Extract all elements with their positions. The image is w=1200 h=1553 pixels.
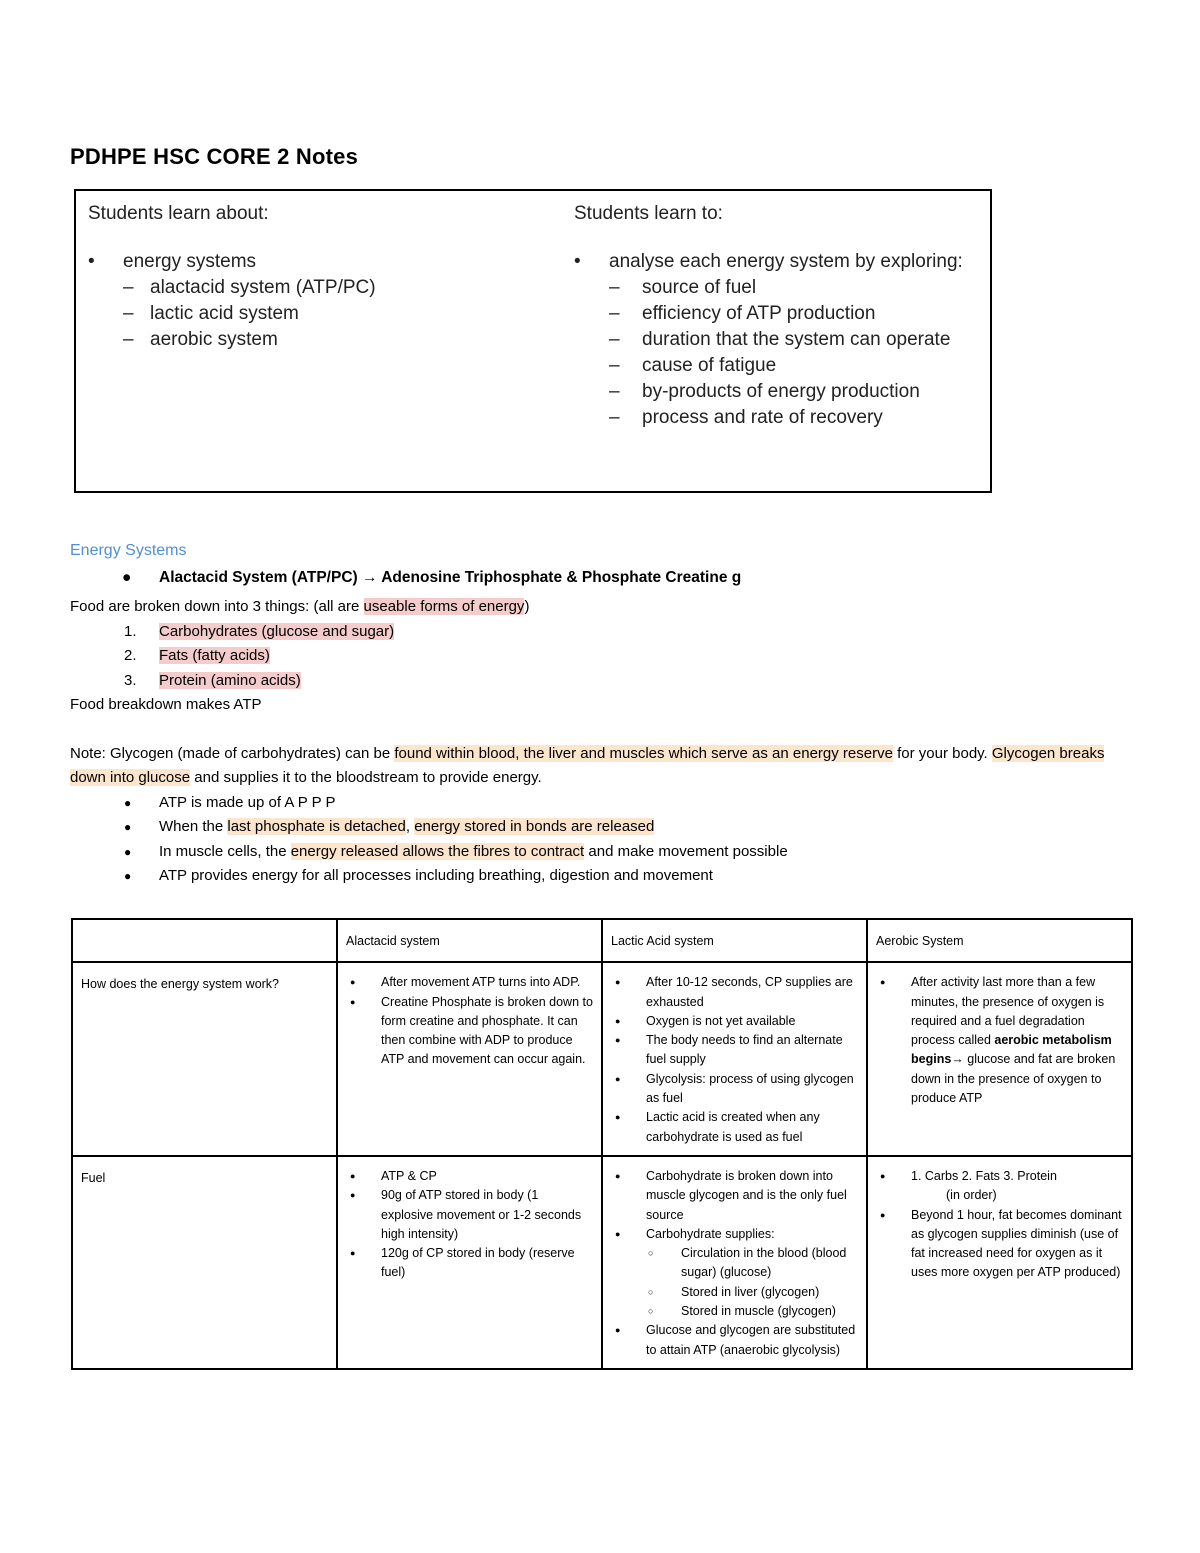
row-label: Fuel (72, 1156, 337, 1369)
list-item: ● Beyond 1 hour, fat becomes dominant as glycogen supplies diminish (use of fat increased need for oxygen as it uses more oxygen per ATP produced) (876, 1206, 1123, 1283)
learn-about-main: • energy systems (88, 249, 538, 275)
food-item-text: Fats (fatty acids) (159, 647, 270, 664)
spacer (70, 718, 1130, 742)
list-item: ● The body needs to find an alternate fuel supply (611, 1031, 858, 1070)
bullet-icon: ● (124, 844, 132, 859)
list-item: ● 90g of ATP stored in body (1 explosive movement or 1-2 seconds high intensity) (346, 1186, 593, 1244)
learn-to-item: – efficiency of ATP production (574, 301, 984, 327)
bullet-icon: ● (122, 569, 132, 586)
row-label: How does the energy system work? (72, 962, 337, 1156)
table-header: Alactacid system (337, 919, 602, 962)
food-item (70, 669, 1130, 694)
note-text: for your body. (892, 744, 992, 762)
list-item-text: After activity last more than a few minutes, the presence of oxygen is required and a fuel degradation process called (911, 975, 1105, 1048)
atp-bullet (70, 815, 1130, 840)
bullet-icon: ● (124, 820, 132, 834)
section-heading-energy-systems: Energy Systems (70, 542, 187, 559)
atp-bullet-highlight: last phosphate is detached (227, 818, 406, 835)
list-item (876, 1167, 1123, 1206)
table-cell (867, 962, 1132, 1156)
list-item: ● After 10-12 seconds, CP supplies are exhausted (611, 973, 858, 1012)
learn-to-item: – process and rate of recovery (574, 405, 984, 431)
atp-bullet-highlight: energy released allows the fibres to contract (290, 842, 585, 860)
learn-to-heading: Students learn to: (574, 203, 723, 224)
list-item (876, 973, 1123, 1108)
atp-bullet-text: When the (159, 818, 228, 835)
item-number: 3. (124, 671, 137, 689)
list-item-bold: aerobic metabolism begins→ (911, 1033, 1112, 1067)
syllabus-box (74, 189, 992, 493)
sub-list-item: ○ Circulation in the blood (blood sugar) (glucose) (646, 1244, 858, 1283)
learn-to-main: • analyse each energy system by exploring: (574, 249, 984, 275)
energy-notes (70, 595, 1130, 889)
table-cell (602, 962, 867, 1156)
food-atp-line: Food breakdown makes ATP (70, 696, 262, 713)
page-title: PDHPE HSC CORE 2 Notes (70, 144, 359, 169)
note-text: Note: Glycogen (made of carbohydrates) can be (70, 744, 395, 762)
food-item (70, 644, 1130, 669)
list-item: ● Glycolysis: process of using glycogen as fuel (611, 1070, 858, 1109)
list-item: ● Creatine Phosphate is broken down to form creatine and phosphate. It can then combine with ADP to produce ATP and movement can occur again. (346, 993, 593, 1070)
list-item: ● Oxygen is not yet available (611, 1012, 858, 1031)
list-item-text: Carbohydrate supplies: (646, 1226, 775, 1241)
bullet-icon: ● (124, 869, 132, 883)
learn-to-item: – source of fuel (574, 275, 984, 301)
list-item: ● Glucose and glycogen are substituted to attain ATP (anaerobic glycolysis) (611, 1321, 858, 1360)
bullet-icon: ● (124, 795, 132, 810)
energy-systems-table (71, 918, 1133, 1370)
atp-bullet-text: ATP is made up of A P P P (159, 793, 336, 811)
food-line-end: ) (524, 598, 530, 615)
item-number: 1. (124, 622, 137, 640)
food-line (70, 595, 1130, 620)
food-line-highlight: useable forms of energy (363, 598, 525, 615)
atp-bullet-text: In muscle cells, the (159, 842, 291, 860)
atp-bullet-highlight: energy stored in bonds are released (414, 818, 655, 835)
learn-about-item: – aerobic system (88, 327, 538, 353)
learn-about-item: – alactacid system (ATP/PC) (88, 275, 538, 301)
table-header-row (72, 919, 1132, 962)
table-row (72, 1156, 1132, 1369)
atp-bullet (70, 864, 1130, 889)
list-item: ● After movement ATP turns into ADP. (346, 973, 593, 992)
table-header: Aerobic System (867, 919, 1132, 962)
list-item: ● Carbohydrate is broken down into muscle glycogen and is the only fuel source (611, 1167, 858, 1225)
atp-bullet-text: , (405, 818, 415, 835)
list-item: ● ATP & CP (346, 1167, 593, 1186)
alactacid-bullet-text: Alactacid System (ATP/PC) → Adenosine Triphosphate & Phosphate Creatine g (159, 569, 742, 586)
learn-to-item: – by-products of energy production (574, 379, 984, 405)
list-item-text: glucose and fat are broken down in the presence of oxygen to produce ATP (911, 1052, 1116, 1106)
sub-list-item: ○ Stored in liver (glycogen) (646, 1283, 858, 1302)
table-header: Lactic Acid system (602, 919, 867, 962)
learn-about-heading: Students learn about: (88, 203, 269, 224)
list-item-text: (in order) (946, 1188, 997, 1203)
note-highlight: Glycogen breaks down into glucose (70, 744, 1105, 786)
list-item: ● Lactic acid is created when any carbohydrate is used as fuel (611, 1108, 858, 1147)
table-row (72, 962, 1132, 1156)
food-item-text: Carbohydrates (glucose and sugar) (159, 622, 395, 640)
note-text: and supplies it to the bloodstream to provide energy. (190, 769, 542, 786)
learn-about-column (88, 203, 538, 353)
learn-about-item: – lactic acid system (88, 301, 538, 327)
table-cell (602, 1156, 867, 1369)
atp-bullet (70, 791, 1130, 816)
table-cell (337, 962, 602, 1156)
list-item: ● 120g of CP stored in body (reserve fuel) (346, 1244, 593, 1283)
atp-bullet-text: and make movement possible (584, 842, 788, 860)
glycogen-note (70, 742, 1130, 791)
sub-list-item: ○ Stored in muscle (glycogen) (646, 1302, 858, 1321)
list-item (611, 1225, 858, 1321)
learn-to-column (574, 203, 984, 431)
table-cell (867, 1156, 1132, 1369)
note-highlight: found within blood, the liver and muscles which serve as an energy reserve (394, 744, 893, 762)
atp-bullet (70, 840, 1130, 865)
food-item (70, 620, 1130, 645)
food-item-text: Protein (amino acids) (159, 671, 301, 689)
item-number: 2. (124, 647, 137, 664)
table-cell (337, 1156, 602, 1369)
learn-to-item: – duration that the system can operate (574, 327, 984, 353)
learn-to-item: – cause of fatigue (574, 353, 984, 379)
food-line-text: Food are broken down into 3 things: (all are (70, 598, 364, 615)
table-header (72, 919, 337, 962)
atp-bullet-text: ATP provides energy for all processes including breathing, digestion and movement (159, 867, 713, 884)
list-item-text: 1. Carbs 2. Fats 3. Protein (911, 1168, 1057, 1183)
